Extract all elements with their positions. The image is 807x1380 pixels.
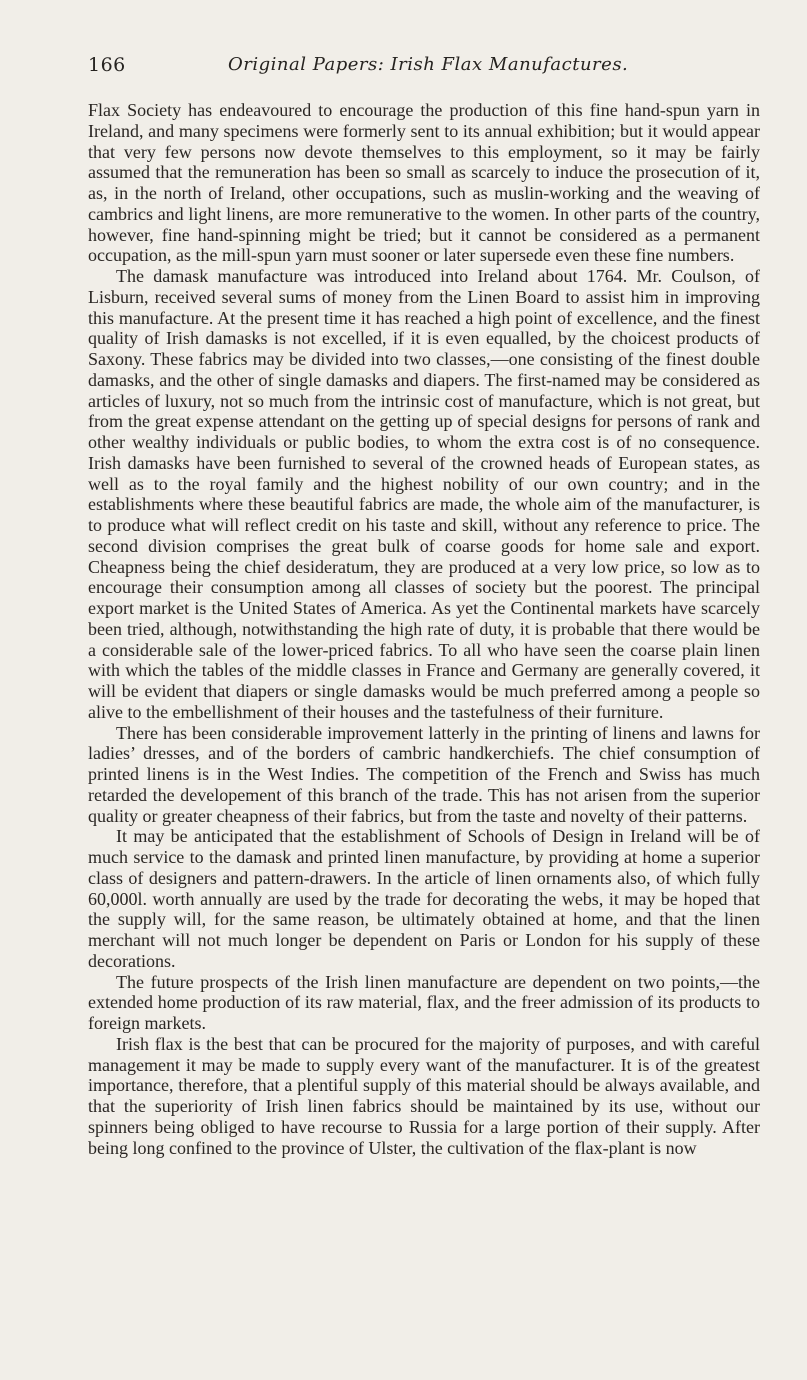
paragraph: Flax Society has endeavoured to encourage the production of this fine hand-spun yarn in Ireland, and many specimens were formerly sent to its annual exhibition; but it would appear that very few persons now devote themselves to this employment, so it may be fairly assumed that the remuneration has been so small as scarcely to induce the prosecution of it, as, in the north of Ireland, other occupations, such as muslin-working and the weaving of cambrics and light linens, are more remunerative to the women. In other parts of the country, however, fine hand-spinning might be tried; but it cannot be considered as a permanent occupation, as the mill-spun yarn must sooner or later supersede even these fine numbers. xyxy=(88,100,760,266)
paragraph: It may be anticipated that the establishment of Schools of Design in Ireland will be of much service to the damask and printed linen manufacture, by providing at home a superior class of designers and pattern-drawers. In the article of linen ornaments also, of which fully 60,000l. worth annually are used by the trade for decorating the webs, it may be hoped that the supply will, for the same reason, be ultimately obtained at home, and that the linen merchant will not much longer be dependent on Paris or London for his supply of these decorations. xyxy=(88,826,760,971)
paragraph: The damask manufacture was introduced into Ireland about 1764. Mr. Coulson, of Lisburn, received several sums of money from the Linen Board to assist him in improving this manufacture. At the present time it has reached a high point of excellence, and the finest quality of Irish damasks is not excelled, if it is even equalled, by the choicest products of Saxony. These fabrics may be divided into two classes,—one consisting of the finest double damasks, and the other of single damasks and diapers. The first-named may be considered as articles of luxury, not so much from the intrinsic cost of manufacture, which is not great, but from the great expense attendant on the getting up of special designs for persons of rank and other wealthy individuals or public bodies, to whom the extra cost is of no consequence. Irish damasks have been furnished to several of the crowned heads of European states, as well as to the royal family and the highest nobility of our own country; and in the establishments where these beautiful fabrics are made, the whole aim of the manufacturer, is to produce what will reflect credit on his taste and skill, without any reference to price. The second division comprises the great bulk of coarse goods for home sale and export. Cheapness being the chief desideratum, they are produced at a very low price, so low as to encourage their consumption among all classes of society but the poorest. The principal export market is the United States of America. As yet the Continental markets have scarcely been tried, although, notwithstanding the high rate of duty, it is probable that there would be a considerable sale of the lower-priced fabrics. To all who have seen the coarse plain linen with which the tables of the middle classes in France and Germany are generally covered, it will be evident that diapers or single damasks would be much preferred among a people so alive to the embellishment of their houses and the tastefulness of their furniture. xyxy=(88,266,760,722)
page-number: 166 xyxy=(88,54,126,76)
body-text xyxy=(88,100,760,1158)
paragraph: There has been considerable improvement latterly in the printing of linens and lawns for ladies’ dresses, and of the borders of cambric handkerchiefs. The chief consumption of printed linens is in the West Indies. The competition of the French and Swiss has much retarded the developement of this branch of the trade. This has not arisen from the superior quality or greater cheapness of their fabrics, but from the taste and novelty of their patterns. xyxy=(88,722,760,826)
paragraph: The future prospects of the Irish linen manufacture are dependent on two points,—the extended home production of its raw material, flax, and the freer admission of its products to foreign markets. xyxy=(88,971,760,1033)
page-header xyxy=(88,54,760,84)
running-title: Original Papers: Irish Flax Manufactures. xyxy=(228,54,629,75)
paragraph: Irish flax is the best that can be procured for the majority of purposes, and with careful management it may be made to supply every want of the manufacturer. It is of the greatest importance, therefore, that a plentiful supply of this material should be always available, and that the superiority of Irish linen fabrics should be maintained by its use, without our spinners being obliged to have recourse to Russia for a large portion of their supply. After being long confined to the province of Ulster, the cultivation of the flax-plant is now xyxy=(88,1033,760,1158)
